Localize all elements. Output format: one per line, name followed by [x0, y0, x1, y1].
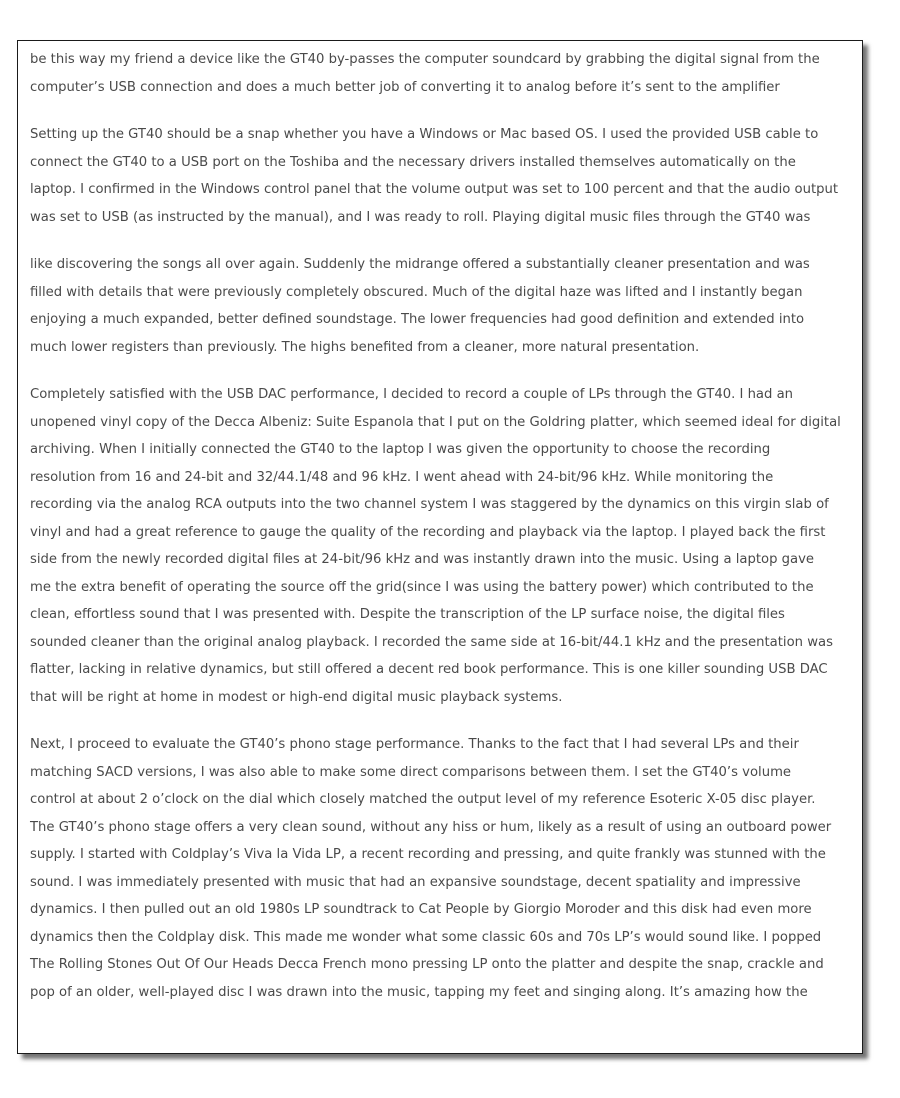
- paragraph-setup: [30, 121, 860, 231]
- text-line: supply. I started with Coldplay’s Viva la Vida LP, a recent recording and pressing, and quite frankly was stunned with the: [30, 847, 826, 862]
- text-line: Setting up the GT40 should be a snap whether you have a Windows or Mac based OS. I used the provided USB cable to: [30, 127, 819, 142]
- text-line: pop of an older, well-played disc I was drawn into the music, tapping my feet and singing along. It’s amazing how the: [30, 984, 808, 1000]
- text-line: sound. I was immediately presented with music that had an expansive soundstage, decent spatiality and impressive: [30, 874, 801, 890]
- article-body: [30, 46, 860, 1026]
- text-line: flatter, lacking in relative dynamics, but still offered a decent red book performance. This is one killer sounding USB DAC: [30, 662, 828, 677]
- text-line: dynamics. I then pulled out an old 1980s LP soundtrack to Cat People by Giorgio Moroder and this disk had even more: [30, 902, 812, 917]
- text-line: dynamics then the Coldplay disk. This made me wonder what some classic 60s and 70s LP’s would sound like. I popped: [30, 929, 822, 945]
- text-line: clean, effortless sound that I was presented with. Despite the transcription of the LP surface noise, the digital files: [30, 607, 785, 622]
- text-line: like discovering the songs all over again. Suddenly the midrange offered a substantially cleaner presentation and was: [30, 257, 810, 272]
- text-line: matching SACD versions, I was also able to make some direct comparisons between them. I set the GT40’s volume: [30, 764, 792, 780]
- paragraph-phono-stage: [30, 731, 860, 1006]
- text-line: that will be right at home in modest or high-end digital music playback systems.: [30, 689, 563, 705]
- text-line: recording via the analog RCA outputs into the two channel system I was staggered by the dynamics on this virgin slab of: [30, 497, 829, 512]
- text-line: resolution from 16 and 24-bit and 32/44.1/48 and 96 kHz. I went ahead with 24-bit/96 kHz. While monitoring the: [30, 469, 774, 485]
- text-line: laptop. I confirmed in the Windows control panel that the volume output was set to 100 percent and that the audio output: [30, 182, 839, 197]
- text-line: me the extra benefit of operating the source off the grid(since I was using the battery power) which contributed to the: [30, 579, 814, 595]
- paragraph-recording: [30, 381, 860, 711]
- text-line: sounded cleaner than the original analog playback. I recorded the same side at 16-bit/44.1 kHz and the presentation was: [30, 634, 833, 650]
- text-line: was set to USB (as instructed by the manual), and I was ready to roll. Playing digital music files through the GT40 was: [30, 209, 811, 225]
- text-line: filled with details that were previously completely obscured. Much of the digital haze was lifted and I instantly began: [30, 284, 803, 300]
- text-line: be this way my friend a device like the GT40 by-passes the computer soundcard by grabbing the digital signal from the: [30, 52, 820, 67]
- text-line: connect the GT40 to a USB port on the Toshiba and the necessary drivers installed themselves automatically on the: [30, 154, 796, 170]
- text-line: Next, I proceed to evaluate the GT40’s phono stage performance. Thanks to the fact that I had several LPs and their: [30, 737, 799, 752]
- paragraph-listening: [30, 251, 860, 361]
- text-line: much lower registers than previously. The highs benefited from a cleaner, more natural presentation.: [30, 339, 700, 355]
- text-line: enjoying a much expanded, better defined soundstage. The lower frequencies had good definition and extended into: [30, 312, 805, 327]
- text-line: unopened vinyl copy of the Decca Albeniz: Suite Espanola that I put on the Goldring platter, which seemed ideal for digital: [30, 414, 841, 430]
- paragraph-intro: [30, 46, 860, 101]
- text-line: Completely satisfied with the USB DAC performance, I decided to record a couple of LPs through the GT40. I had an: [30, 387, 794, 402]
- text-line: The GT40’s phono stage offers a very clean sound, without any hiss or hum, likely as a result of using an outboard power: [30, 819, 832, 835]
- text-line: archiving. When I initially connected the GT40 to the laptop I was given the opportunity to choose the recording: [30, 442, 771, 457]
- text-line: computer’s USB connection and does a much better job of converting it to analog before it’s sent to the amplifier: [30, 79, 780, 95]
- text-line: vinyl and had a great reference to gauge the quality of the recording and playback via the laptop. I played back the first: [30, 524, 826, 540]
- text-line: side from the newly recorded digital files at 24-bit/96 kHz and was instantly drawn into the music. Using a laptop gave: [30, 552, 815, 567]
- text-line: The Rolling Stones Out Of Our Heads Decca French mono pressing LP onto the platter and despite the snap, crackle and: [30, 957, 824, 972]
- page-frame: [17, 40, 863, 1054]
- text-line: control at about 2 o’clock on the dial which closely matched the output level of my reference Esoteric X-05 disc player.: [30, 792, 816, 807]
